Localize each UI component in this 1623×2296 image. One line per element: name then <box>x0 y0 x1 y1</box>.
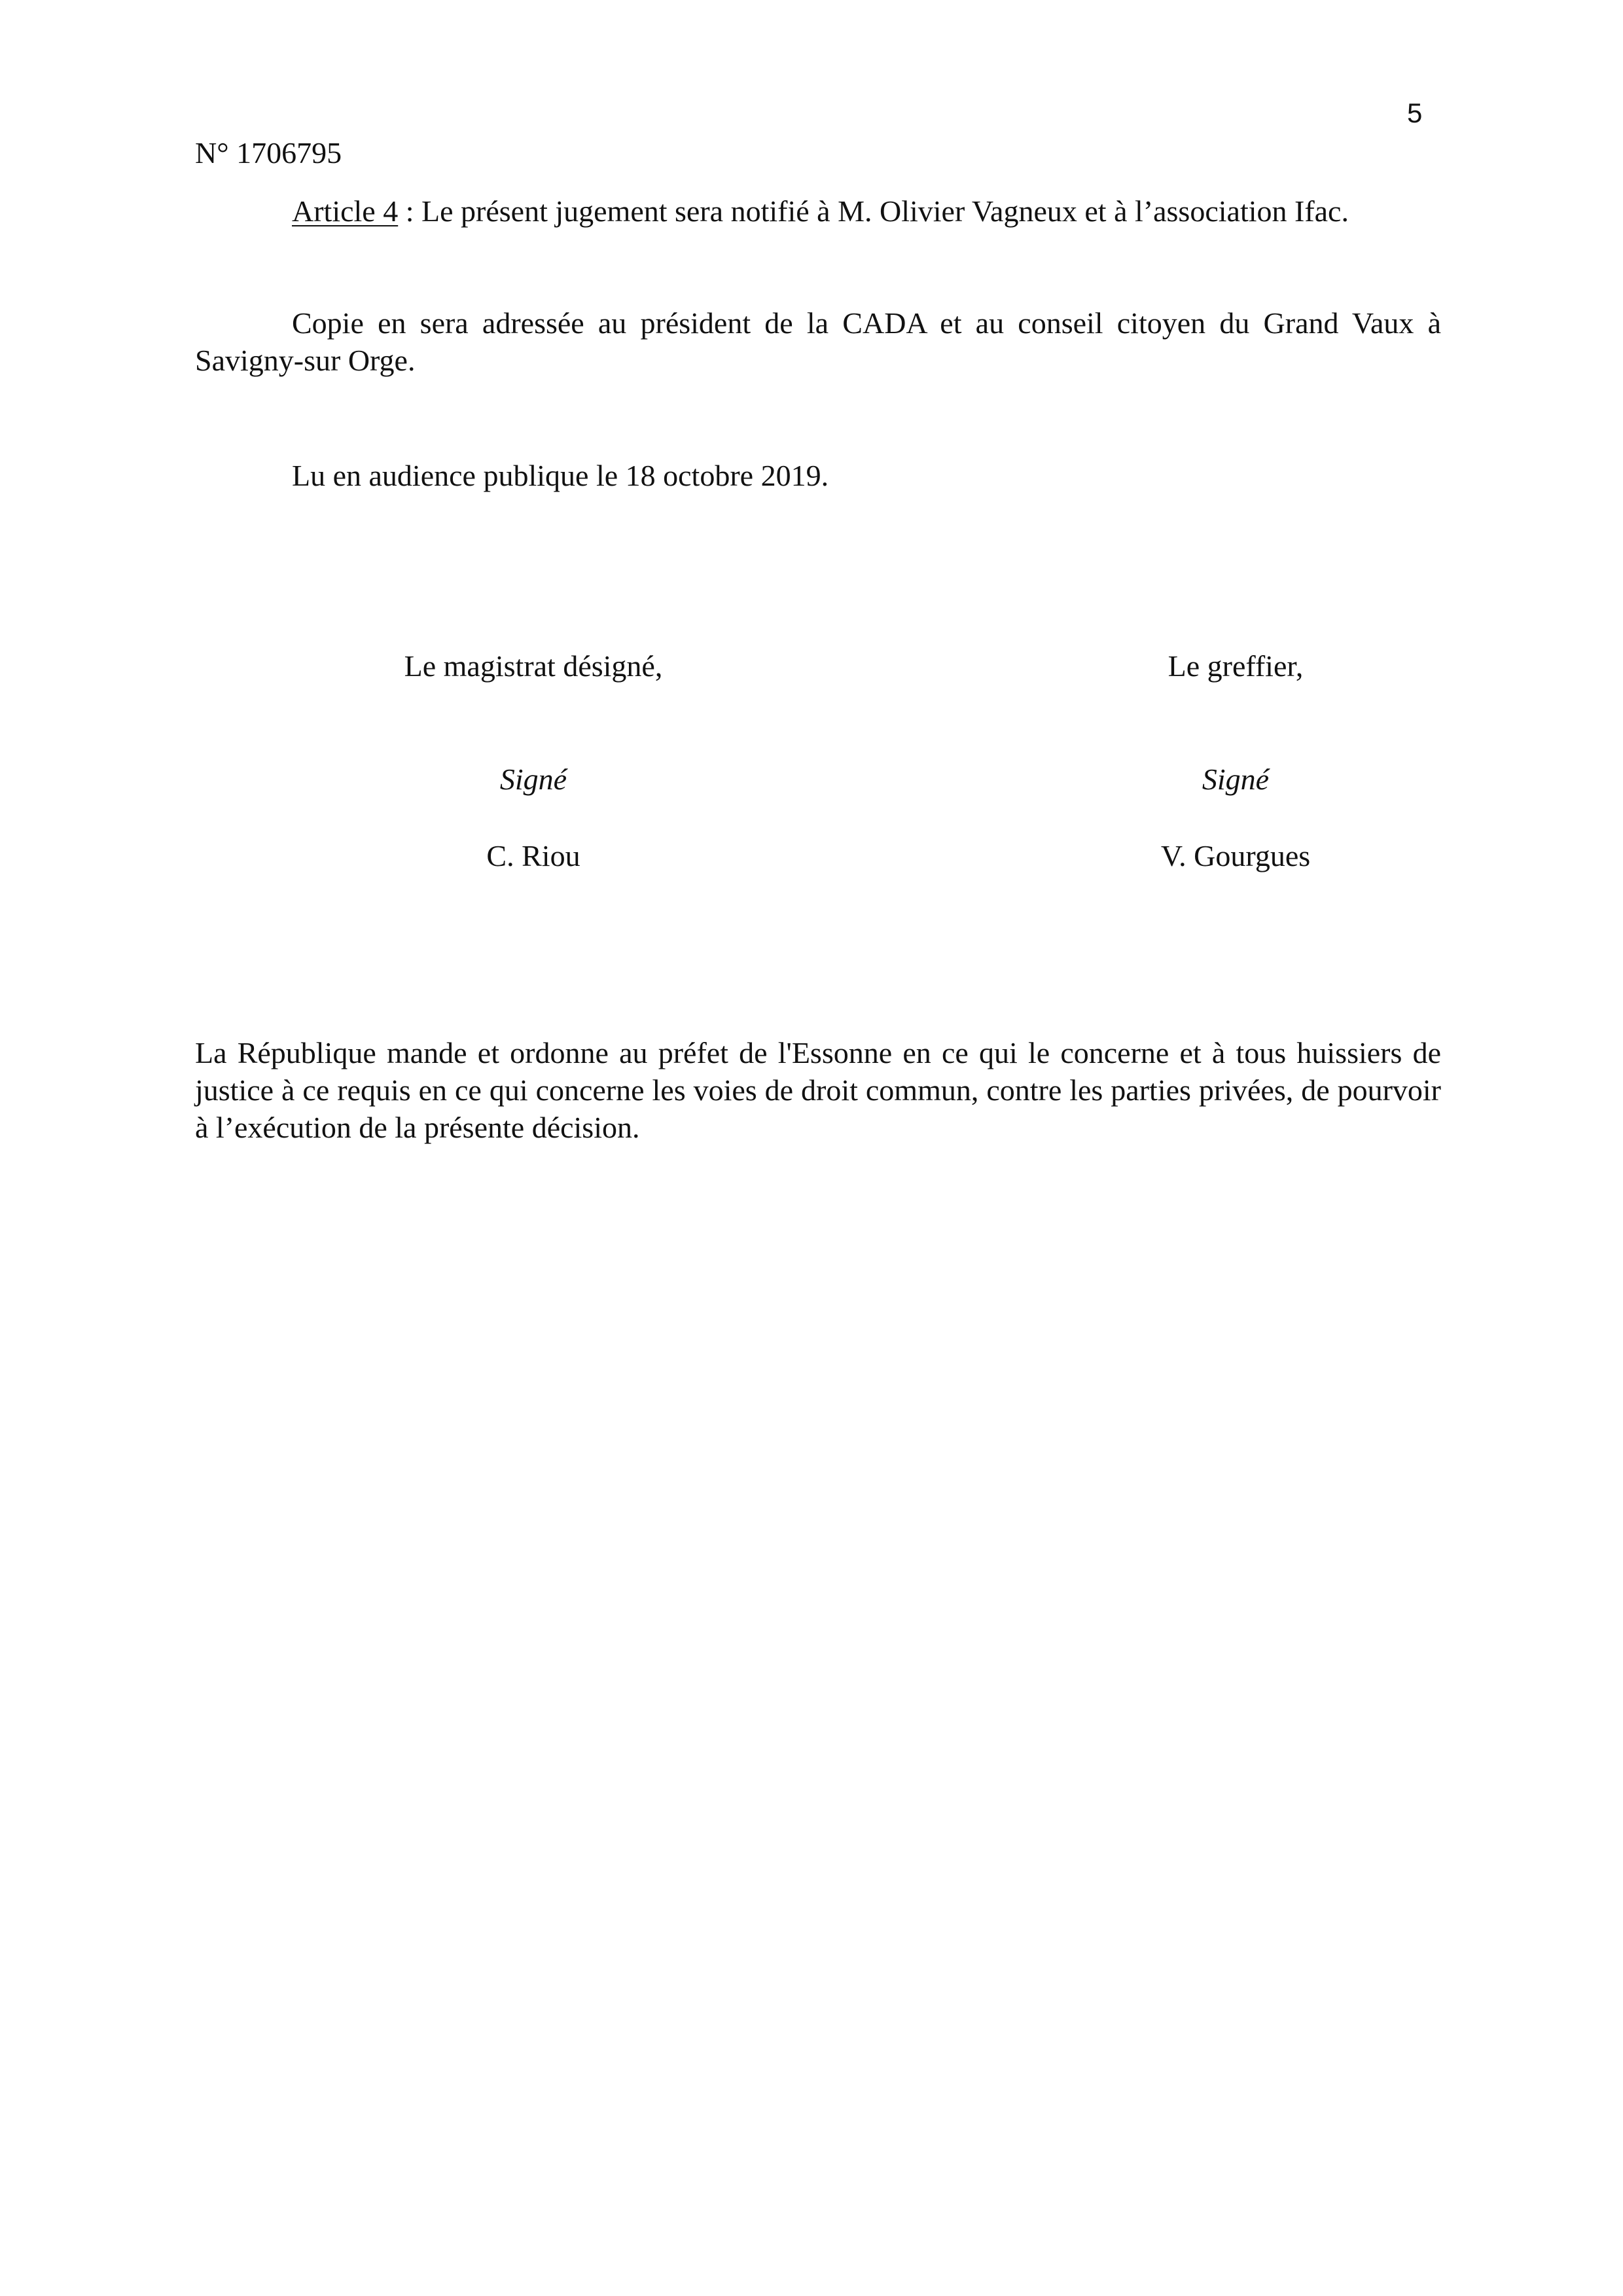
signature-role: Le magistrat désigné, <box>404 649 663 683</box>
executory-formula-paragraph: La République mande et ordonne au préfet de l'Essonne en ce qui le concerne et à tous huissiers de justice à ce requis en ce qui concerne les voies de droit commun, contre les parties privées, de pourvoir à l’exécution de la présente décision. <box>195 1036 1441 1144</box>
signature-signed: Signé <box>499 762 567 796</box>
copy-paragraph: Copie en sera adressée au président de la CADA et au conseil citoyen du Grand Vaux à Savigny-sur Orge. <box>195 306 1441 377</box>
article-text: : Le présent jugement sera notifié à M. Olivier Vagneux et à l’association Ifac. <box>398 194 1349 228</box>
case-number: N° 1706795 <box>195 136 342 170</box>
article-4-paragraph <box>195 192 1441 230</box>
signature-signed: Signé <box>1202 762 1270 796</box>
signature-name: V. Gourgues <box>1160 839 1311 872</box>
signature-role: Le greffier, <box>1168 649 1304 683</box>
page-number: 5 <box>1407 98 1423 128</box>
article-label: Article 4 <box>292 194 399 228</box>
signature-name: C. Riou <box>486 839 580 872</box>
reading-paragraph: Lu en audience publique le 18 octobre 2019. <box>292 459 829 492</box>
